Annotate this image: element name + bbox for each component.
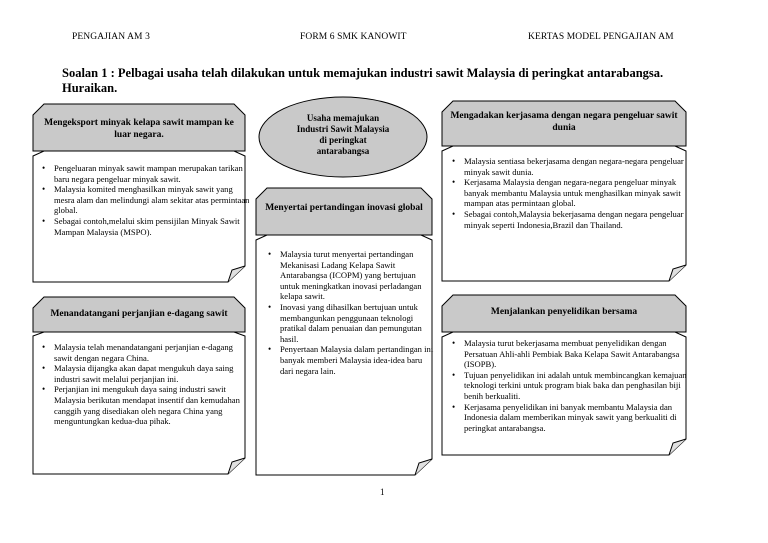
card-cooperation-list	[449, 156, 694, 230]
list-item: • Sebagai contoh,melalui skim pensijilan Minyak Sawit Mampan Malaysia (MSPO).	[54, 216, 252, 237]
header-center: FORM 6 SMK KANOWIT	[300, 32, 407, 42]
header-right: KERTAS MODEL PENGAJIAN AM	[528, 32, 674, 42]
card-research	[441, 294, 687, 456]
list-item: • Inovasi yang dihasilkan bertujuan untuk membangunkan penggunaan teknologi pratikal dalam penuaian dan pemungutan hasil.	[280, 302, 436, 344]
list-item: • Sebagai contoh,Malaysia bekerjasama dengan negara pengeluar minyak seperti Indonesia,Brazil dan Thailand.	[464, 209, 694, 230]
card-export-list	[39, 163, 252, 237]
list-item: • Malaysia sentiasa bekerjasama dengan negara-negara pengeluar minyak sawit dunia.	[464, 156, 694, 177]
page-number: 1	[380, 487, 385, 497]
card-competition-title: Menyertai pertandingan inovasi global	[265, 203, 423, 213]
card-trade-title: Menandatangani perjanjian e-dagang sawit	[50, 309, 228, 319]
center-topic-oval	[258, 96, 428, 178]
list-item: • Malaysia turut menyertai pertandingan Mekanisasi Ladang Kelapa Sawit Antarabangsa (ICOPM) yang bertujuan untuk meningkatkan inovasi perladangan kelapa sawit.	[280, 249, 436, 302]
card-export-title: Mengeksport minyak kelapa sawit mampan ke luar negara.	[44, 118, 234, 140]
card-trade-list	[39, 342, 252, 427]
list-item: • Malaysia dijangka akan dapat mengukuh daya saing industri sawit melalui perjanjian ini.	[54, 363, 252, 384]
question-text: Soalan 1 : Pelbagai usaha telah dilakukan untuk memajukan industri sawit Malaysia di peringkat antarabangsa. Huraikan.	[62, 66, 664, 95]
header-left: PENGAJIAN AM 3	[72, 32, 150, 42]
card-competition	[255, 187, 433, 477]
list-item: • Penyertaan Malaysia dalam pertandingan ini banyak memberi Malaysia idea-idea baru dari negara lain.	[280, 344, 436, 376]
card-cooperation	[441, 100, 687, 282]
list-item: • Kerjasama penyelidikan ini banyak membantu Malaysia dan Indonesia dalam memberikan minyak sawit yang berkualiti di peringkat antarabangsa.	[464, 402, 694, 434]
card-trade	[32, 296, 246, 476]
list-item: • Malaysia komited menghasilkan minyak sawit yang mesra alam dan melindungi alam sekitar atas permintaan global.	[54, 184, 252, 216]
list-item: • Malaysia telah menandatangani perjanjian e-dagang sawit dengan negara China.	[54, 342, 252, 363]
list-item: • Kerjasama Malaysia dengan negara-negara pengeluar minyak banyak membantu Malaysia untuk menghasilkan minyak sawit mampan atas permintaan global.	[464, 177, 694, 209]
list-item: • Tujuan penyelidikan ini adalah untuk membincangkan kemajuan teknologi terkini untuk program biak baka dan penghasilan biji benih berkualiti.	[464, 370, 694, 402]
card-research-list	[449, 338, 694, 433]
card-research-title: Menjalankan penyelidikan bersama	[490, 307, 638, 317]
card-competition-list	[265, 249, 436, 376]
card-cooperation-title: Mengadakan kerjasama dengan negara pengeluar sawit dunia	[450, 111, 678, 133]
center-topic-text: Usaha memajukan Industri Sawit Malaysia di peringkat antarabangsa	[296, 113, 390, 156]
list-item: • Pengeluaran minyak sawit mampan merupakan tarikan baru negara pengeluar minyak sawit.	[54, 163, 252, 184]
card-export	[32, 103, 250, 283]
list-item: • Perjanjian ini mengukuh daya saing industri sawit Malaysia berikutan mendapat insentif dan kemudahan canggih yang disediakan oleh negara China yang menguntungkan kedua-dua pihak.	[54, 384, 252, 426]
list-item: • Malaysia turut bekerjasama membuat penyelidikan dengan Persatuan Ahli-ahli Pembiak Baka Kelapa Sawit Antarabangsa (ISOPB).	[464, 338, 694, 370]
